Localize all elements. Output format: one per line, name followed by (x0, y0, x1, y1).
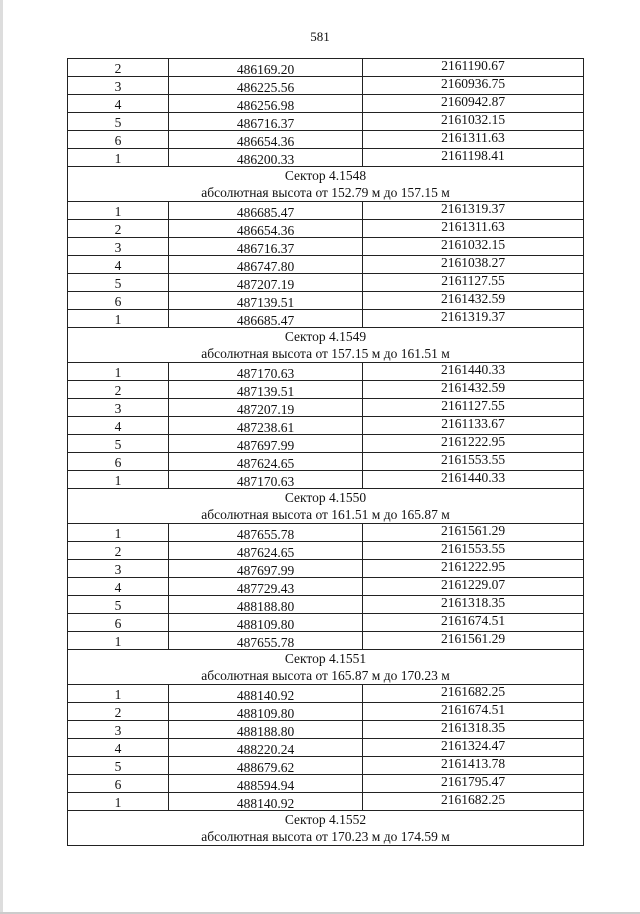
point-number-cell: 6 (68, 453, 169, 471)
point-number-cell: 3 (68, 399, 169, 417)
x-coordinate-value: 487729.43 (236, 580, 295, 596)
y-coordinate-value: 2161440.33 (440, 362, 506, 377)
x-coordinate-value: 488188.80 (236, 723, 295, 739)
x-coordinate-value: 486685.47 (236, 204, 295, 220)
x-coordinate-value: 488140.92 (236, 795, 295, 811)
x-coordinate-value: 487238.61 (236, 419, 295, 435)
x-coordinate-value: 488140.92 (236, 687, 295, 703)
point-number-cell: 5 (68, 435, 169, 453)
table-row (68, 739, 584, 757)
x-coordinate-cell (169, 614, 363, 632)
y-coordinate-cell (363, 274, 584, 292)
point-number-cell: 2 (68, 542, 169, 560)
y-coordinate-cell (363, 417, 584, 435)
y-coordinate-cell (363, 596, 584, 614)
y-coordinate-cell (363, 453, 584, 471)
x-coordinate-value: 486200.33 (236, 151, 295, 167)
x-coordinate-cell (169, 703, 363, 721)
point-number-cell: 1 (68, 310, 169, 328)
y-coordinate-value: 2161229.07 (440, 577, 506, 592)
y-coordinate-cell (363, 739, 584, 757)
y-coordinate-cell (363, 149, 584, 167)
x-coordinate-cell (169, 131, 363, 149)
x-coordinate-cell (169, 542, 363, 560)
x-coordinate-cell (169, 793, 363, 811)
x-coordinate-value: 487170.63 (236, 365, 295, 381)
y-coordinate-value: 2161413.78 (440, 756, 506, 771)
x-coordinate-value: 486256.98 (236, 97, 295, 113)
y-coordinate-value: 2161561.29 (440, 631, 506, 646)
y-coordinate-value: 2161674.51 (440, 702, 506, 717)
point-number-cell: 5 (68, 274, 169, 292)
x-coordinate-cell (169, 310, 363, 328)
x-coordinate-value: 487207.19 (236, 401, 295, 417)
x-coordinate-cell (169, 292, 363, 310)
x-coordinate-cell (169, 632, 363, 650)
y-coordinate-cell (363, 59, 584, 77)
y-coordinate-value: 2161127.55 (441, 273, 505, 288)
x-coordinate-cell (169, 256, 363, 274)
y-coordinate-cell (363, 793, 584, 811)
table-row (68, 775, 584, 793)
table-row (68, 632, 584, 650)
point-number-cell: 2 (68, 381, 169, 399)
point-number-cell: 5 (68, 596, 169, 614)
table-row (68, 77, 584, 95)
table-row (68, 256, 584, 274)
x-coordinate-value: 487139.51 (236, 383, 295, 399)
y-coordinate-value: 2161553.55 (440, 452, 506, 467)
table-row (68, 703, 584, 721)
y-coordinate-cell (363, 95, 584, 113)
page-edge-left (0, 0, 3, 914)
sector-altitude-range: абсолютная высота от 157.15 м до 161.51 м (201, 346, 450, 361)
y-coordinate-value: 2161432.59 (440, 291, 506, 306)
table-row (68, 220, 584, 238)
x-coordinate-cell (169, 363, 363, 381)
x-coordinate-value: 488109.80 (236, 616, 295, 632)
table-row (68, 417, 584, 435)
y-coordinate-cell (363, 560, 584, 578)
y-coordinate-value: 2161222.95 (440, 559, 506, 574)
y-coordinate-value: 2161795.47 (440, 774, 506, 789)
x-coordinate-value: 486716.37 (236, 240, 295, 256)
y-coordinate-cell (363, 632, 584, 650)
point-number-cell: 4 (68, 256, 169, 274)
x-coordinate-value: 488188.80 (236, 598, 295, 614)
x-coordinate-value: 487655.78 (236, 634, 295, 650)
x-coordinate-cell (169, 721, 363, 739)
sector-header-cell (68, 489, 584, 524)
y-coordinate-cell (363, 471, 584, 489)
x-coordinate-cell (169, 220, 363, 238)
y-coordinate-value: 2161432.59 (440, 380, 506, 395)
table-row (68, 471, 584, 489)
point-number-cell: 5 (68, 757, 169, 775)
table-row (68, 578, 584, 596)
y-coordinate-cell (363, 578, 584, 596)
x-coordinate-cell (169, 757, 363, 775)
x-coordinate-value: 487170.63 (236, 473, 295, 489)
x-coordinate-cell (169, 435, 363, 453)
x-coordinate-value: 487139.51 (236, 294, 295, 310)
table-row (68, 435, 584, 453)
table-row (68, 524, 584, 542)
table-row (68, 381, 584, 399)
table-row (68, 59, 584, 77)
y-coordinate-cell (363, 614, 584, 632)
sector-header-cell (68, 167, 584, 202)
point-number-cell: 6 (68, 614, 169, 632)
y-coordinate-cell (363, 256, 584, 274)
y-coordinate-value: 2161674.51 (440, 613, 506, 628)
sector-altitude-range: абсолютная высота от 165.87 м до 170.23 м (201, 668, 450, 683)
y-coordinate-cell (363, 363, 584, 381)
y-coordinate-cell (363, 524, 584, 542)
x-coordinate-value: 486169.20 (236, 61, 295, 77)
y-coordinate-value: 2161561.29 (440, 523, 506, 538)
y-coordinate-value: 2161222.95 (440, 434, 506, 449)
point-number-cell: 4 (68, 578, 169, 596)
sector-header-cell (68, 650, 584, 685)
table-row (68, 310, 584, 328)
point-number-cell: 1 (68, 524, 169, 542)
y-coordinate-value: 2161311.63 (441, 130, 505, 145)
sector-header-cell (68, 811, 584, 846)
table-row (68, 793, 584, 811)
x-coordinate-value: 487655.78 (236, 526, 295, 542)
page-number: 581 (310, 29, 330, 44)
sector-header-row (68, 167, 584, 202)
x-coordinate-cell (169, 381, 363, 399)
table-row (68, 757, 584, 775)
coordinates-table (67, 58, 584, 846)
y-coordinate-value: 2161682.25 (440, 684, 506, 699)
sector-title: Сектор 4.1550 (284, 490, 367, 505)
x-coordinate-cell (169, 560, 363, 578)
table-row (68, 131, 584, 149)
x-coordinate-cell (169, 113, 363, 131)
y-coordinate-value: 2161318.35 (440, 595, 506, 610)
sector-title: Сектор 4.1551 (284, 651, 367, 666)
x-coordinate-value: 487697.99 (236, 437, 295, 453)
x-coordinate-cell (169, 596, 363, 614)
y-coordinate-cell (363, 113, 584, 131)
table-row (68, 149, 584, 167)
point-number-cell: 6 (68, 131, 169, 149)
y-coordinate-value: 2161032.15 (440, 237, 506, 252)
x-coordinate-cell (169, 685, 363, 703)
table-row (68, 560, 584, 578)
point-number-cell: 1 (68, 363, 169, 381)
point-number-cell: 1 (68, 685, 169, 703)
point-number-cell: 3 (68, 77, 169, 95)
table-row (68, 363, 584, 381)
x-coordinate-value: 488220.24 (236, 741, 295, 757)
table-row (68, 542, 584, 560)
y-coordinate-cell (363, 721, 584, 739)
y-coordinate-value: 2161440.33 (440, 470, 506, 485)
y-coordinate-cell (363, 131, 584, 149)
x-coordinate-value: 488109.80 (236, 705, 295, 721)
x-coordinate-value: 486747.80 (236, 258, 295, 274)
y-coordinate-value: 2161038.27 (440, 255, 506, 270)
x-coordinate-value: 486685.47 (236, 312, 295, 328)
sector-header-row (68, 811, 584, 846)
y-coordinate-cell (363, 381, 584, 399)
x-coordinate-cell (169, 578, 363, 596)
y-coordinate-value: 2160936.75 (440, 76, 506, 91)
table-row (68, 274, 584, 292)
table-row (68, 399, 584, 417)
x-coordinate-cell (169, 149, 363, 167)
point-number-cell: 1 (68, 202, 169, 220)
y-coordinate-cell (363, 757, 584, 775)
y-coordinate-cell (363, 292, 584, 310)
x-coordinate-value: 488679.62 (236, 759, 295, 775)
sector-header-row (68, 650, 584, 685)
point-number-cell: 4 (68, 417, 169, 435)
table-row (68, 95, 584, 113)
x-coordinate-value: 488594.94 (236, 777, 295, 793)
y-coordinate-value: 2161319.37 (440, 201, 506, 216)
table-row (68, 685, 584, 703)
y-coordinate-value: 2161682.25 (440, 792, 506, 807)
sector-header-row (68, 489, 584, 524)
y-coordinate-value: 2161324.47 (440, 738, 506, 753)
sector-altitude-range: абсолютная высота от 152.79 м до 157.15 м (201, 185, 450, 200)
table-row (68, 238, 584, 256)
y-coordinate-cell (363, 435, 584, 453)
x-coordinate-value: 487624.65 (236, 544, 295, 560)
point-number-cell: 2 (68, 59, 169, 77)
point-number-cell: 3 (68, 721, 169, 739)
x-coordinate-value: 487624.65 (236, 455, 295, 471)
x-coordinate-value: 486716.37 (236, 115, 295, 131)
x-coordinate-value: 486225.56 (236, 79, 295, 95)
y-coordinate-value: 2161318.35 (440, 720, 506, 735)
point-number-cell: 3 (68, 238, 169, 256)
sector-title: Сектор 4.1549 (284, 329, 367, 344)
y-coordinate-cell (363, 775, 584, 793)
y-coordinate-value: 2161198.41 (441, 148, 505, 163)
x-coordinate-cell (169, 202, 363, 220)
y-coordinate-value: 2161311.63 (441, 219, 505, 234)
point-number-cell: 1 (68, 149, 169, 167)
y-coordinate-cell (363, 703, 584, 721)
table-row (68, 721, 584, 739)
y-coordinate-value: 2161127.55 (441, 398, 505, 413)
y-coordinate-value: 2161190.67 (441, 58, 505, 73)
y-coordinate-value: 2161553.55 (440, 541, 506, 556)
sector-altitude-range: абсолютная высота от 161.51 м до 165.87 м (201, 507, 450, 522)
sector-header-cell (68, 328, 584, 363)
x-coordinate-cell (169, 524, 363, 542)
x-coordinate-cell (169, 417, 363, 435)
y-coordinate-value: 2160942.87 (440, 94, 506, 109)
point-number-cell: 2 (68, 703, 169, 721)
table-row (68, 614, 584, 632)
x-coordinate-value: 486654.36 (236, 222, 295, 238)
sector-header-row (68, 328, 584, 363)
x-coordinate-cell (169, 274, 363, 292)
point-number-cell: 4 (68, 739, 169, 757)
sector-title: Сектор 4.1552 (284, 812, 367, 827)
x-coordinate-cell (169, 238, 363, 256)
sector-title: Сектор 4.1548 (284, 168, 367, 183)
sector-altitude-range: абсолютная высота от 170.23 м до 174.59 м (201, 829, 450, 844)
y-coordinate-value: 2161133.67 (441, 416, 505, 431)
y-coordinate-cell (363, 310, 584, 328)
y-coordinate-cell (363, 202, 584, 220)
point-number-cell: 2 (68, 220, 169, 238)
coordinates-table-body (68, 59, 584, 846)
point-number-cell: 3 (68, 560, 169, 578)
y-coordinate-cell (363, 238, 584, 256)
y-coordinate-cell (363, 220, 584, 238)
x-coordinate-cell (169, 453, 363, 471)
table-row (68, 292, 584, 310)
x-coordinate-cell (169, 77, 363, 95)
x-coordinate-cell (169, 775, 363, 793)
y-coordinate-value: 2161319.37 (440, 309, 506, 324)
y-coordinate-cell (363, 77, 584, 95)
point-number-cell: 1 (68, 632, 169, 650)
y-coordinate-cell (363, 399, 584, 417)
table-row (68, 113, 584, 131)
x-coordinate-cell (169, 59, 363, 77)
point-number-cell: 1 (68, 793, 169, 811)
x-coordinate-cell (169, 399, 363, 417)
y-coordinate-cell (363, 685, 584, 703)
point-number-cell: 6 (68, 775, 169, 793)
point-number-cell: 4 (68, 95, 169, 113)
x-coordinate-value: 487207.19 (236, 276, 295, 292)
x-coordinate-cell (169, 95, 363, 113)
x-coordinate-value: 487697.99 (236, 562, 295, 578)
x-coordinate-value: 486654.36 (236, 133, 295, 149)
table-row (68, 202, 584, 220)
table-row (68, 596, 584, 614)
y-coordinate-value: 2161032.15 (440, 112, 506, 127)
x-coordinate-cell (169, 471, 363, 489)
point-number-cell: 1 (68, 471, 169, 489)
point-number-cell: 6 (68, 292, 169, 310)
x-coordinate-cell (169, 739, 363, 757)
y-coordinate-cell (363, 542, 584, 560)
point-number-cell: 5 (68, 113, 169, 131)
table-row (68, 453, 584, 471)
